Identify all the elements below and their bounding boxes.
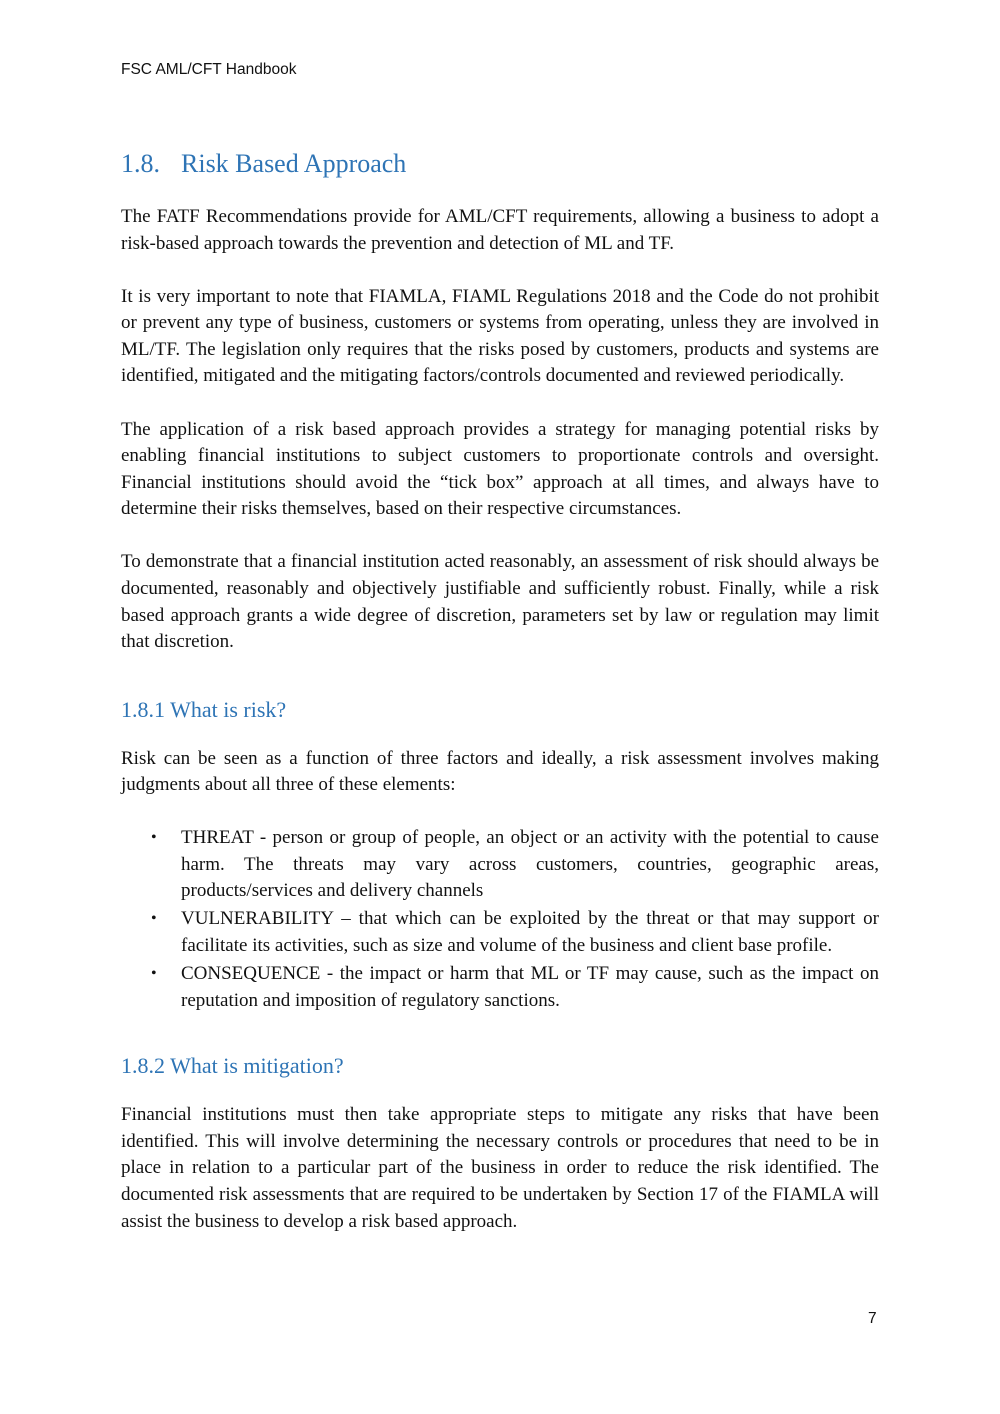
list-item-text: CONSEQUENCE - the impact or harm that ML or TF may cause, such as the impact on reputation and imposition of regulatory sanctions. (181, 962, 879, 1011)
bullet-icon: • (151, 964, 157, 982)
list-item-consequence (121, 961, 879, 1014)
section-heading (121, 144, 879, 184)
risk-factors-list (121, 825, 879, 1014)
subsection-heading-mitigation: 1.8.2 What is mitigation? (121, 1053, 344, 1079)
paragraph-application: The application of a risk based approach provides a strategy for managing potential risks by enabling financial institutions to subject customers to proportionate controls and oversight. Financial institutions should avoid the “tick box” approach at all times, and always have to determine their risks themselves, based on their respective circumstances. (121, 418, 879, 520)
bullet-icon: • (151, 910, 157, 928)
list-item-threat (121, 825, 879, 905)
paragraph-risk-intro: Risk can be seen as a function of three factors and ideally, a risk assessment involves making judgments about all three of these elements: (121, 747, 879, 796)
running-header: FSC AML/CFT Handbook (121, 61, 297, 78)
paragraph-demonstrate: To demonstrate that a financial institution acted reasonably, an assessment of risk should always be documented, reasonably and objectively justifiable and sufficiently robust. Finally, while a risk based approach grants a wide degree of discretion, parameters set by law or regulation may limit that discretion. (121, 551, 879, 653)
subsection-heading-risk: 1.8.1 What is risk? (121, 696, 287, 722)
list-item-text: THREAT - person or group of people, an object or an activity with the potential to cause harm. The threats may vary across customers, countries, geographic areas, products/services and delivery channels (181, 827, 879, 902)
paragraph-mitigation: Financial institutions must then take appropriate steps to mitigate any risks that have been identified. This will involve determining the necessary controls or procedures that need to be in place in relation to a particular part of the business in order to reduce the risk identified. The documented risk assessments that are required to be undertaken by Section 17 of the FIAMLA will assist the business to develop a risk based approach. (121, 1104, 879, 1232)
page-content (121, 144, 879, 1262)
paragraph-fatf: The FATF Recommendations provide for AML/CFT requirements, allowing a business to adopt a risk-based approach towards the prevention and detection of ML and TF. (121, 206, 879, 254)
section-number: 1.8. (121, 149, 160, 178)
list-item-text: VULNERABILITY – that which can be exploited by the threat or that may support or facilitate its activities, such as size and volume of the business and client base profile. (181, 908, 879, 956)
section-title: Risk Based Approach (181, 149, 407, 178)
bullet-icon: • (151, 829, 157, 846)
paragraph-legislation: It is very important to note that FIAMLA, FIAML Regulations 2018 and the Code do not prohibit or prevent any type of business, customers or systems from operating, unless they are involved in ML/TF. The legislation only requires that the risks posed by customers, products and systems are identified, mitigated and the mitigating factors/controls documented and reviewed periodically. (121, 285, 879, 387)
page-number: 7 (868, 1310, 877, 1327)
list-item-vulnerability (121, 906, 879, 959)
